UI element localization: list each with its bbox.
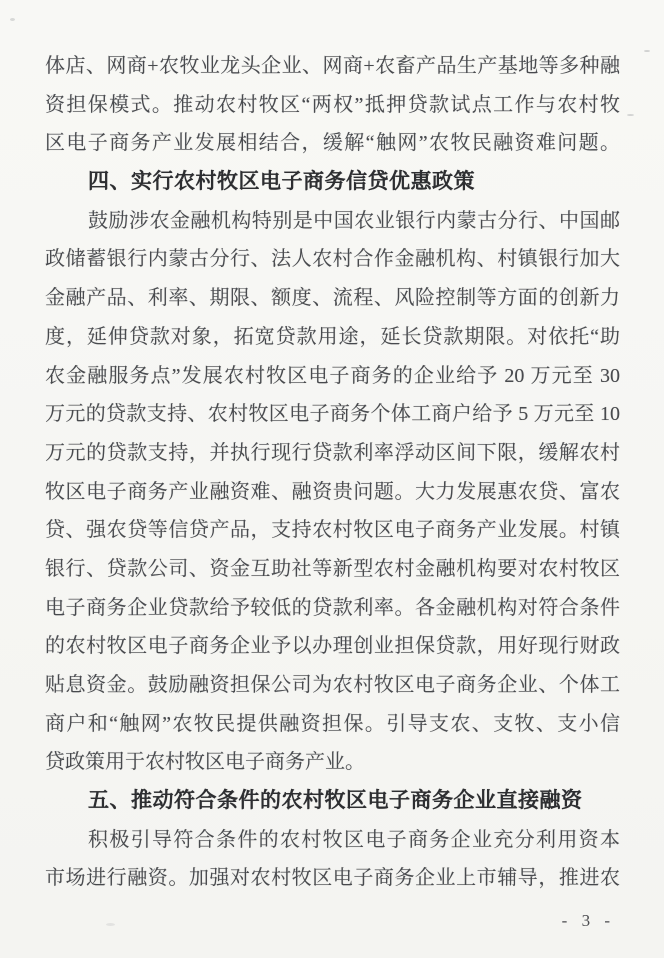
section-heading: 四、实行农村牧区电子商务信贷优惠政策 [88,170,475,194]
section-heading: 五、推动符合条件的农村牧区电子商务企业直接融资 [88,789,583,813]
document-content [45,47,620,898]
text-line: 电子商务企业贷款给予较低的贷款利率。各金融机构对符合条件 [45,596,620,619]
scan-speck [106,923,115,926]
text-line: 度，延伸贷款对象，拓宽贷款用途，延长贷款期限。对依托“助 [45,325,620,348]
text-line: 万元的贷款支持、农村牧区电子商务个体工商户给予 5 万元至 10 [45,403,620,426]
text-line: 牧区电子商务产业融资难、融资贵问题。大力发展惠农贷、富农 [45,480,620,503]
text-line: 贴息资金。鼓励融资担保公司为农村牧区电子商务企业、个体工 [45,674,620,696]
text-line: 万元的贷款支持，并执行现行贷款利率浮动区间下限，缓解农村 [45,441,620,464]
text-line: 市场进行融资。加强对农村牧区电子商务企业上市辅导，推进农 [45,867,620,890]
text-line: 资担保模式。推动农村牧区“两权”抵押贷款试点工作与农村牧 [45,93,620,116]
scan-speck [627,114,634,116]
page-number: - 3 - [561,911,615,930]
text-line: 区电子商务产业发展相结合，缓解“触网”农牧民融资难问题。 [45,132,620,155]
text-line: 的农村牧区电子商务企业予以办理创业担保贷款，用好现行财政 [45,635,620,658]
text-line: 银行、贷款公司、资金互助社等新型农村金融机构要对农村牧区 [45,557,620,580]
text-line: 商户和“触网”农牧民提供融资担保。引导支农、支牧、支小信 [45,712,620,735]
text-line: 贷、强农贷等信贷产品，支持农村牧区电子商务产业发展。村镇 [45,519,620,542]
text-line: 积极引导符合条件的农村牧区电子商务企业充分利用资本 [88,828,620,851]
text-line: 政储蓄银行内蒙古分行、法人农村合作金融机构、村镇银行加大 [45,248,620,271]
scan-speck [10,18,15,21]
scan-speck [644,50,650,52]
text-line: 体店、网商+农牧业龙头企业、网商+农畜产品生产基地等多种融 [45,55,620,77]
text-line: 鼓励涉农金融机构特别是中国农业银行内蒙古分行、中国邮 [88,209,620,232]
text-line: 农金融服务点”发展农村牧区电子商务的企业给予 20 万元至 30 [45,364,620,387]
text-line: 贷政策用于农村牧区电子商务产业。 [45,751,365,774]
text-line: 金融产品、利率、期限、额度、流程、风险控制等方面的创新力 [45,287,620,310]
